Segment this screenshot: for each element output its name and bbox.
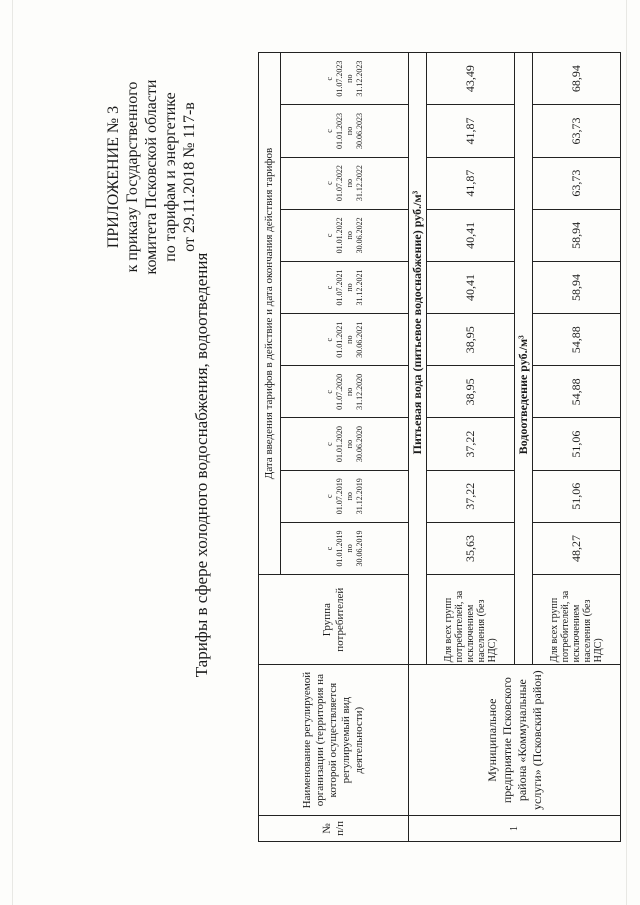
- value-cell: 37,22: [427, 418, 515, 470]
- document-title: Тарифы в сфере холодного водоснабжения, водоотведения: [192, 252, 211, 678]
- organization-cell: Муниципальное предприятие Псковского района «Коммунальные услуги» (Псковский район): [409, 665, 621, 816]
- appendix-line-2: к приказу Государственного: [124, 81, 141, 273]
- tariff-table: [258, 52, 621, 842]
- value-cell: 37,22: [427, 470, 515, 522]
- value-cell: 58,94: [533, 209, 621, 261]
- period-header: с 01.01.2022 по 30.06.2022: [281, 209, 409, 261]
- header-row-1: [259, 53, 281, 842]
- value-cell: 41,87: [427, 105, 515, 157]
- value-cell: 54,88: [533, 366, 621, 418]
- section-sewer-label: Водоотведение руб./м³: [515, 53, 533, 665]
- appendix-header: [104, 47, 199, 307]
- period-header: с 01.07.2019 по 31.12.2019: [281, 470, 409, 522]
- section-row-water: [409, 53, 427, 842]
- appendix-line-3: комитета Псковской области: [143, 79, 160, 275]
- value-cell: 40,41: [427, 261, 515, 313]
- section-water-label: Питьевая вода (питьевое водоснабжение) руб./м³: [409, 53, 427, 665]
- value-cell: 38,95: [427, 314, 515, 366]
- scan-edge-bottom: [626, 0, 627, 905]
- scan-edge-top: [12, 0, 13, 905]
- appendix-line-5: от 29.11.2018 № 117-в: [181, 102, 198, 252]
- period-header: с 01.07.2023 по 31.12.2023: [281, 53, 409, 105]
- value-cell: 54,88: [533, 314, 621, 366]
- period-header: с 01.01.2023 по 30.06.2023: [281, 105, 409, 157]
- col-number-header: № п/п: [259, 815, 409, 841]
- group-sewer-cell: Для всех групп потребителей, за исключением населения (без НДС): [533, 575, 621, 665]
- period-header: с 01.01.2019 по 30.06.2019: [281, 522, 409, 574]
- period-header: с 01.01.2021 по 30.06.2021: [281, 314, 409, 366]
- value-cell: 68,94: [533, 53, 621, 105]
- period-header: с 01.07.2022 по 31.12.2022: [281, 157, 409, 209]
- period-header: с 01.07.2020 по 31.12.2020: [281, 366, 409, 418]
- value-cell: 43,49: [427, 53, 515, 105]
- col-organization-header: Наименование регулируемой организации (территория на которой осуществляется регулируемый вид деятельности): [259, 665, 409, 816]
- value-cell: 63,73: [533, 157, 621, 209]
- value-cell: 40,41: [427, 209, 515, 261]
- value-cell: 63,73: [533, 105, 621, 157]
- appendix-line-1: ПРИЛОЖЕНИЕ № 3: [105, 105, 122, 249]
- period-header: с 01.07.2021 по 31.12.2021: [281, 261, 409, 313]
- value-cell: 38,95: [427, 366, 515, 418]
- col-dates-header: Дата введения тарифов в действие и дата окончания действия тарифов: [259, 53, 281, 575]
- value-cell: 48,27: [533, 522, 621, 574]
- value-cell: 58,94: [533, 261, 621, 313]
- appendix-line-4: по тарифам и энергетике: [162, 92, 179, 262]
- value-cell: 35,63: [427, 522, 515, 574]
- period-header: с 01.01.2020 по 30.06.2020: [281, 418, 409, 470]
- value-cell: 41,87: [427, 157, 515, 209]
- group-water-cell: Для всех групп потребителей, за исключением населения (без НДС): [427, 575, 515, 665]
- value-cell: 51,06: [533, 470, 621, 522]
- value-cell: 51,06: [533, 418, 621, 470]
- col-group-header: Группа потребителей: [259, 575, 409, 665]
- row-number-cell: 1: [409, 815, 621, 841]
